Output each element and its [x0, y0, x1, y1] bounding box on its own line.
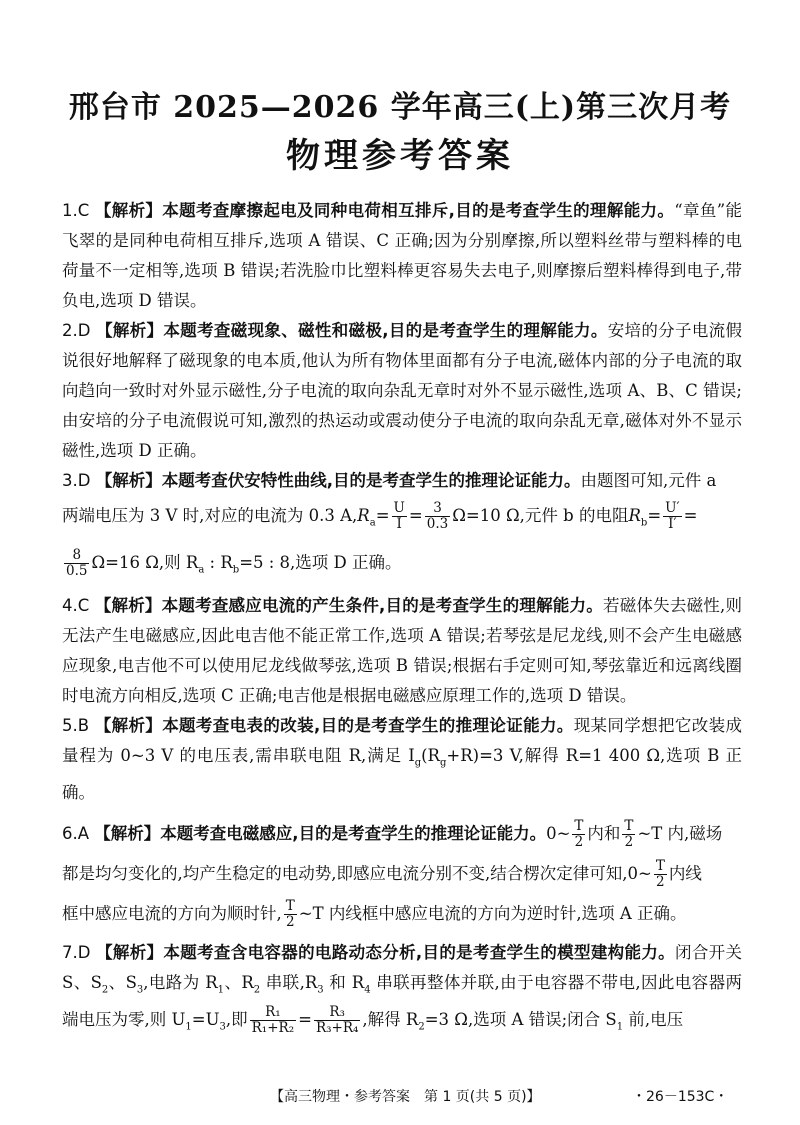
item-body: 现某同学想把它改装成量程为 0~3 V 的电压表,需串联电阻 R,满足 I — [62, 715, 743, 765]
item-summary: 本题考查摩擦起电及同种电荷相互排斥,目的是考查学生的理解能力。 — [162, 201, 675, 220]
item-answer: B — [77, 715, 90, 735]
var-sub: a — [369, 517, 376, 529]
item-text: 前,电压 — [623, 1010, 684, 1030]
var-sub: 1 — [185, 1021, 192, 1033]
formula-line — [62, 854, 742, 894]
item-text: 串联,R — [260, 972, 318, 992]
fraction-den: 0.5 — [66, 563, 88, 580]
item-number: 5. — [62, 715, 78, 735]
item-answer: D — [77, 942, 91, 962]
var-sub: 3 — [136, 984, 144, 996]
fraction-num: T — [574, 817, 584, 834]
fraction — [663, 501, 681, 532]
item-number: 4. — [62, 595, 78, 615]
equals: = — [408, 506, 423, 525]
formula-line — [62, 543, 742, 590]
analysis-tag: 【解析】 — [96, 942, 164, 962]
var-sub: 1 — [616, 1021, 624, 1033]
fraction — [622, 819, 635, 850]
item-text: 、S — [108, 972, 137, 992]
answer-item-3 — [62, 466, 742, 591]
item-text: ,解得 R — [362, 1010, 419, 1030]
item-number: 2. — [62, 321, 78, 340]
answer-item-4 — [62, 591, 742, 711]
var-sub: 3 — [317, 984, 324, 996]
var-sub: 4 — [364, 984, 371, 996]
item-text: ~T 内线框中感应电流的方向为逆时针,选项 A 正确。 — [298, 903, 687, 923]
fraction — [572, 819, 585, 850]
item-text: 0~ — [546, 823, 571, 843]
item-body: 安培的分子电流假说很好地解释了磁现象的电本质,他认为所有物体里面都有分子电流,磁体内部的分子电流的取向趋向一致时对外显示磁性,分子电流的取向杂乱无章时对外不显示磁性,选项 A、B、C 错误;由安培的分子电流假说可知,激烈的热运动或震动使分子电流的取向杂乱无章,磁体对外不显示磁性,选项 D 正确。 — [62, 321, 743, 460]
answer-subtitle: 物理参考答案 — [286, 136, 514, 176]
var-sub: 2 — [101, 984, 109, 996]
analysis-tag: 【解析】 — [94, 595, 162, 615]
item-summary: 本题考查电表的改装,目的是考查学生的推理论证能力。 — [162, 715, 574, 735]
item-text: 串联再整体并联,由于电容器不带电,因此电容器两端电压为零,则 U — [62, 972, 742, 1030]
fraction-den: R₃+R₄ — [315, 1020, 359, 1037]
analysis-tag: 【解析】 — [95, 471, 162, 490]
fraction-den: I′ — [668, 516, 677, 532]
fraction-den: 2 — [285, 913, 295, 930]
var-sub: b — [232, 564, 240, 576]
item-answer: D — [77, 471, 91, 490]
item-answer: A — [77, 823, 90, 843]
item-body: 由题图可知,元件 a — [580, 471, 717, 490]
answer-item-7 — [62, 938, 742, 1043]
var-sub: g — [440, 756, 447, 768]
fraction-num: 3 — [425, 501, 450, 517]
fraction-num: T — [655, 857, 665, 874]
item-answer: C — [77, 595, 90, 615]
equals: = — [683, 506, 698, 525]
item-text: =U — [191, 1010, 220, 1030]
item-text: 都是均匀变化的,均产生稳定的电动势,即感应电流分别不变,结合楞次定律可知,0~ — [62, 863, 652, 883]
item-text: 内和 — [587, 823, 621, 843]
equals: = — [375, 506, 390, 525]
item-answer: C — [77, 201, 90, 220]
fraction-den: I — [396, 516, 402, 532]
item-summary: 本题考查伏安特性曲线,目的是考查学生的推理论证能力。 — [161, 471, 581, 490]
item-text: 框中感应电流的方向为顺时针, — [62, 903, 282, 923]
analysis-tag: 【解析】 — [96, 321, 164, 340]
item-number: 6. — [62, 823, 78, 843]
fraction — [250, 1005, 296, 1036]
fraction-num: 8 — [64, 548, 89, 564]
fraction-num: T — [285, 897, 295, 914]
equals: = — [647, 506, 662, 525]
equals: = — [298, 1010, 312, 1030]
item-text: =5 : 8,选项 D 正确。 — [239, 553, 402, 573]
fraction — [64, 548, 89, 579]
answer-list — [62, 196, 742, 1042]
item-text: Ω=16 Ω,则 R — [91, 553, 199, 573]
exam-title: 邢台市 2025—2026 学年高三(上)第三次月考 — [68, 90, 732, 125]
fraction — [392, 501, 407, 532]
fraction-num: R₃ — [314, 1005, 360, 1021]
item-text: 内线 — [668, 863, 702, 883]
item-text: : R — [204, 553, 233, 573]
item-text: 、R — [224, 972, 254, 992]
item-text: 闭合开关 S、S — [62, 942, 743, 992]
fraction — [425, 501, 450, 532]
item-number: 3. — [62, 471, 78, 490]
footer-code: ・26－153C・ — [632, 1089, 729, 1105]
var-sub: 2 — [253, 984, 261, 996]
footer-page-info: 【高三物理・参考答案 第 1 页(共 5 页)】 — [270, 1089, 541, 1105]
var-sub: 1 — [217, 984, 225, 996]
item-summary: 本题考查含电容器的电路动态分析,目的是考查学生的模型建构能力。 — [163, 942, 676, 962]
fraction-den: 2 — [656, 873, 665, 890]
formula-line — [62, 894, 742, 934]
fraction-den: R₁+R₂ — [251, 1020, 295, 1037]
item-summary: 本题考查电磁感应,目的是考查学生的推理论证能力。 — [160, 823, 547, 843]
answer-item-5 — [62, 711, 742, 808]
item-text: 和 R — [323, 972, 365, 992]
item-summary: 本题考查磁现象、磁性和磁极,目的是考查学生的理解能力。 — [163, 321, 608, 340]
fraction-den: 0.3 — [426, 516, 449, 532]
answer-item-6 — [62, 814, 742, 934]
var-sub: a — [198, 564, 205, 576]
formula-line — [62, 496, 742, 543]
item-number: 7. — [62, 942, 78, 962]
analysis-tag: 【解析】 — [94, 715, 163, 735]
fraction-num: T — [624, 817, 634, 834]
var-sub: 3 — [219, 1021, 226, 1033]
item-text: ,电路为 R — [143, 972, 218, 992]
var-sub: g — [414, 756, 422, 768]
fraction-num: R₁ — [250, 1005, 296, 1021]
item-number: 1. — [62, 201, 78, 220]
item-answer: D — [77, 321, 91, 340]
var-sub: b — [640, 517, 648, 529]
item-text: ~T 内,磁场 — [637, 823, 723, 843]
fraction-den: 2 — [624, 833, 634, 850]
item-text: +R)=3 V,解得 R=1 400 Ω,选项 B 正确。 — [62, 745, 742, 802]
item-text: ,即 — [225, 1010, 248, 1030]
var-r: R — [357, 506, 370, 525]
fraction-num: U′ — [665, 500, 680, 516]
fraction-num: U — [393, 500, 405, 516]
fraction-den: 2 — [574, 833, 584, 850]
analysis-tag: 【解析】 — [94, 201, 163, 220]
fraction — [654, 859, 667, 890]
formula-line — [62, 814, 742, 854]
item-text: 两端电压为 3 V 时,对应的电流为 0.3 A, — [62, 506, 358, 525]
var-sub: 2 — [418, 1021, 425, 1033]
fraction — [284, 899, 297, 930]
var-r: R — [628, 506, 641, 525]
analysis-tag: 【解析】 — [94, 823, 161, 843]
fraction — [314, 1005, 360, 1036]
item-text: (R — [421, 745, 440, 765]
item-text: Ω=10 Ω,元件 b 的电阻 — [452, 506, 629, 525]
item-text: =3 Ω,选项 A 错误;闭合 S — [424, 1010, 617, 1030]
answer-item-2 — [62, 316, 742, 466]
item-body: 若磁体失去磁性,则无法产生电磁感应,因此电吉他不能正常工作,选项 A 错误;若琴弦是尼龙线,则不会产生电磁感应现象,电吉他不可以使用尼龙线做琴弦,选项 B 错误;根据右手定则可知,琴弦靠近和远离线圈时电流方向相反,选项 C 正确;电吉他是根据电磁感应原理工作的,选项 D 错误。 — [62, 595, 743, 705]
answer-item-1 — [62, 196, 742, 316]
item-summary: 本题考查感应电流的产生条件,目的是考查学生的理解能力。 — [161, 595, 603, 615]
item-body: “章鱼”能飞翠的是同种电荷相互排斥,选项 A 错误、C 正确;因为分别摩擦,所以塑料丝带与塑料棒的电荷量不一定相等,选项 B 错误;若洗脸巾比塑料棒更容易失去电子,则摩擦后塑料棒得到电子,带负电,选项 D 错误。 — [62, 201, 743, 310]
